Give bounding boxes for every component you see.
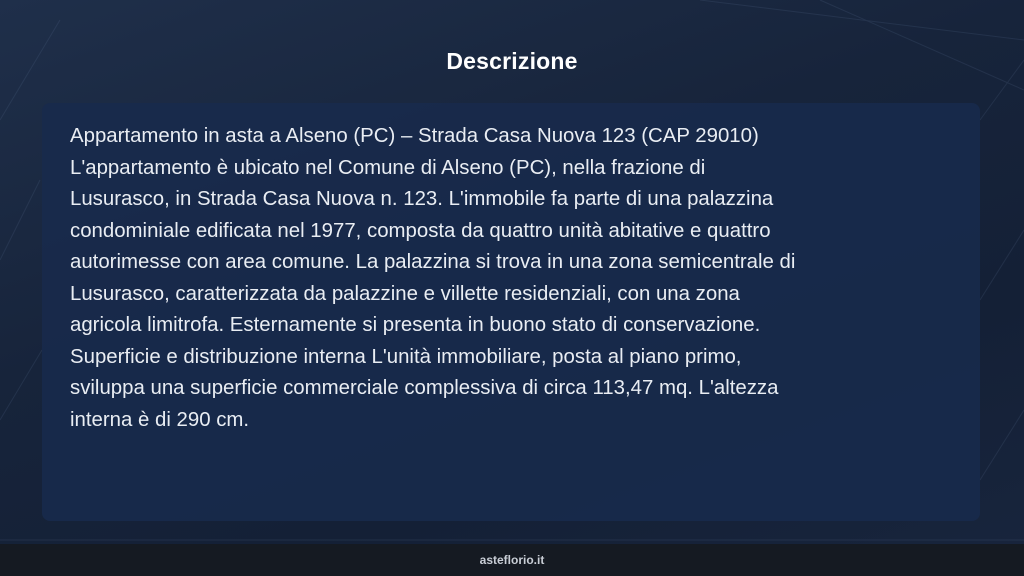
description-line: sviluppa una superficie commerciale complessiva di circa 113,47 mq. L'altezza xyxy=(70,377,779,399)
description-card xyxy=(42,103,980,521)
description-text xyxy=(70,121,952,436)
description-line: Appartamento in asta a Alseno (PC) – Strada Casa Nuova 123 (CAP 29010) xyxy=(70,125,759,147)
page-title: Descrizione xyxy=(446,48,578,74)
description-line: agricola limitrofa. Esternamente si presenta in buono stato di conservazione. xyxy=(70,314,761,336)
description-line: L'appartamento è ubicato nel Comune di Alseno (PC), nella frazione di xyxy=(70,156,706,179)
description-line: Lusurasco, caratterizzata da palazzine e villette residenziali, con una zona xyxy=(70,282,740,305)
description-line: autorimesse con area comune. La palazzina si trova in una zona semicentrale di xyxy=(70,251,796,273)
description-line: Lusurasco, in Strada Casa Nuova n. 123. L'immobile fa parte di una palazzina xyxy=(70,188,774,210)
description-line: interna è di 290 cm. xyxy=(70,408,250,431)
footer-site-name: asteflorio.it xyxy=(479,553,545,567)
description-line: condominiale edificata nel 1977, composta da quattro unità abitative e quattro xyxy=(70,219,771,242)
description-line: Superficie e distribuzione interna L'unità immobiliare, posta al piano primo, xyxy=(70,345,742,368)
footer-bar xyxy=(0,544,1024,576)
